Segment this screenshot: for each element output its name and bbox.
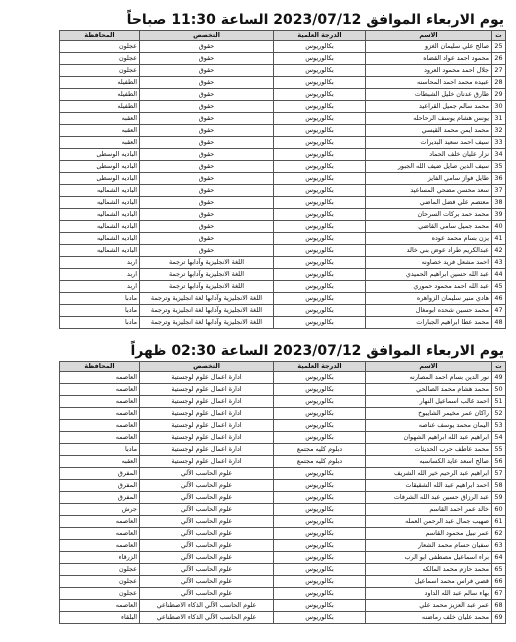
table-row <box>60 588 506 600</box>
table-row <box>60 396 506 408</box>
header-num: ت <box>492 31 506 41</box>
table-row <box>60 564 506 576</box>
cell-num: 30 <box>492 101 506 113</box>
cell-governorate: مادبا <box>60 293 140 305</box>
cell-degree: بكالوريوس <box>274 245 366 257</box>
cell-name: نزار عليان خلف الحماد <box>366 149 492 161</box>
cell-degree: بكالوريوس <box>274 372 366 384</box>
cell-num: 50 <box>492 384 506 396</box>
cell-specialty: علوم الحاسب الآلي <box>140 588 274 600</box>
cell-num: 58 <box>492 480 506 492</box>
cell-degree: بكالوريوس <box>274 137 366 149</box>
header-specialty: التخصص <box>140 362 274 372</box>
cell-num: 61 <box>492 516 506 528</box>
table-row <box>60 293 506 305</box>
cell-num: 47 <box>492 305 506 317</box>
cell-governorate: العقبه <box>60 125 140 137</box>
cell-governorate: عجلون <box>60 564 140 576</box>
cell-governorate: الباديه الشماليه <box>60 209 140 221</box>
session-2-title: يوم الاربعاء الموافق 2023/07/12 الساعة 02:30 ظهراً <box>130 343 504 359</box>
cell-degree: بكالوريوس <box>274 504 366 516</box>
cell-specialty: اللغة الانجليزية وآدابها لغة انجليزية وترجمة <box>140 305 274 317</box>
table-row <box>60 492 506 504</box>
cell-specialty: ادارة اعمال علوم لوجستية <box>140 408 274 420</box>
header-governorate: المحافظة <box>60 362 140 372</box>
cell-governorate: الباديه الشماليه <box>60 233 140 245</box>
cell-num: 41 <box>492 233 506 245</box>
table-row <box>60 540 506 552</box>
cell-num: 57 <box>492 468 506 480</box>
cell-specialty: علوم الحاسب الآلي <box>140 516 274 528</box>
cell-name: محمد هشام محمد الصالحي <box>366 384 492 396</box>
header-name: الاسم <box>366 362 492 372</box>
cell-num: 28 <box>492 77 506 89</box>
cell-governorate: العاصمه <box>60 396 140 408</box>
cell-name: محمود احمد عواد القضاه <box>366 53 492 65</box>
cell-governorate: العاصمه <box>60 384 140 396</box>
cell-specialty: اللغة الانجليزية وآدابها لغة انجليزية وترجمة <box>140 317 274 329</box>
cell-degree: بكالوريوس <box>274 576 366 588</box>
cell-degree: بكالوريوس <box>274 516 366 528</box>
cell-num: 60 <box>492 504 506 516</box>
cell-name: براء اسماعيل مصطفى ابو الرب <box>366 552 492 564</box>
cell-degree: بكالوريوس <box>274 317 366 329</box>
table-row <box>60 468 506 480</box>
cell-num: 53 <box>492 420 506 432</box>
cell-name: محمد حسين شحده ابومغال <box>366 305 492 317</box>
cell-specialty: علوم الحاسب الآلي <box>140 540 274 552</box>
cell-degree: بكالوريوس <box>274 528 366 540</box>
table-row <box>60 41 506 53</box>
cell-num: 26 <box>492 53 506 65</box>
cell-num: 66 <box>492 576 506 588</box>
cell-degree: بكالوريوس <box>274 305 366 317</box>
table-row <box>60 305 506 317</box>
cell-num: 51 <box>492 396 506 408</box>
cell-name: يزن بسام محمد عوده <box>366 233 492 245</box>
cell-num: 49 <box>492 372 506 384</box>
cell-degree: بكالوريوس <box>274 552 366 564</box>
cell-num: 69 <box>492 612 506 624</box>
cell-name: هادي منير سليمان الزواهره <box>366 293 492 305</box>
cell-governorate: العاصمه <box>60 600 140 612</box>
cell-name: خالد عمر احمد القاسم <box>366 504 492 516</box>
header-degree: الدرجة العلمية <box>274 31 366 41</box>
cell-num: 54 <box>492 432 506 444</box>
cell-name: محمد سالم جميل القراعيد <box>366 101 492 113</box>
cell-name: طارق عدنان خليل الشبطات <box>366 89 492 101</box>
table-row <box>60 281 506 293</box>
cell-degree: بكالوريوس <box>274 564 366 576</box>
cell-governorate: مادبا <box>60 305 140 317</box>
cell-governorate: الباديه الوسطى <box>60 173 140 185</box>
cell-governorate: الطفيله <box>60 77 140 89</box>
cell-governorate: عجلون <box>60 588 140 600</box>
cell-governorate: مادبا <box>60 317 140 329</box>
cell-name: اليمان محمد يوسف عناصه <box>366 420 492 432</box>
cell-num: 43 <box>492 257 506 269</box>
cell-specialty: حقوق <box>140 161 274 173</box>
cell-name: صالح اسعد عايد الكساسبه <box>366 456 492 468</box>
cell-governorate: المفرق <box>60 480 140 492</box>
cell-governorate: عجلون <box>60 41 140 53</box>
cell-specialty: حقوق <box>140 65 274 77</box>
header-degree: الدرجة العلمية <box>274 362 366 372</box>
cell-governorate: الباديه الشماليه <box>60 197 140 209</box>
cell-degree: بكالوريوس <box>274 396 366 408</box>
cell-num: 35 <box>492 161 506 173</box>
cell-name: عبيده محمد احمد المحاسنه <box>366 77 492 89</box>
cell-governorate: العقبه <box>60 113 140 125</box>
cell-governorate: الباديه الشماليه <box>60 245 140 257</box>
cell-name: عبدالكريم طراد عوض بني خالد <box>366 245 492 257</box>
cell-specialty: علوم الحاسب الآلي <box>140 576 274 588</box>
cell-name: نور الدين بسام احمد المصارنه <box>366 372 492 384</box>
cell-name: عبد الله حسين ابراهيم الحميدي <box>366 269 492 281</box>
cell-specialty: حقوق <box>140 53 274 65</box>
cell-governorate: العاصمه <box>60 516 140 528</box>
session-1-rows <box>60 41 506 329</box>
cell-governorate: الباديه الوسطى <box>60 161 140 173</box>
table-row <box>60 576 506 588</box>
table-row <box>60 65 506 77</box>
cell-governorate: اربد <box>60 269 140 281</box>
cell-name: ابراهيم عبد الله ابراهيم الشهوان <box>366 432 492 444</box>
cell-name: عمر نبيل محمود القاسم <box>366 528 492 540</box>
cell-governorate: العاصمه <box>60 372 140 384</box>
cell-name: عمر عبد العزيز محمد علي <box>366 600 492 612</box>
cell-specialty: اللغة الانجليزية وآدابها ترجمة <box>140 257 274 269</box>
table-row <box>60 161 506 173</box>
cell-specialty: علوم الحاسب الآلي الذكاء الاصطناعي <box>140 600 274 612</box>
table-row <box>60 197 506 209</box>
cell-num: 55 <box>492 444 506 456</box>
cell-num: 37 <box>492 185 506 197</box>
cell-name: محمد ايمن محمد القيسي <box>366 125 492 137</box>
cell-num: 27 <box>492 65 506 77</box>
cell-num: 67 <box>492 588 506 600</box>
table-row <box>60 516 506 528</box>
cell-degree: بكالوريوس <box>274 600 366 612</box>
cell-num: 45 <box>492 281 506 293</box>
cell-governorate: عجلون <box>60 576 140 588</box>
table-row <box>60 444 506 456</box>
header-specialty: التخصص <box>140 31 274 41</box>
cell-num: 40 <box>492 221 506 233</box>
cell-degree: بكالوريوس <box>274 125 366 137</box>
cell-degree: بكالوريوس <box>274 269 366 281</box>
cell-degree: بكالوريوس <box>274 384 366 396</box>
cell-specialty: حقوق <box>140 89 274 101</box>
cell-num: 31 <box>492 113 506 125</box>
cell-name: محمد عليان خلف رماضنه <box>366 612 492 624</box>
cell-name: صالح علي سليمان الغزو <box>366 41 492 53</box>
cell-name: سفيان حسام محمد الشعار <box>366 540 492 552</box>
cell-degree: بكالوريوس <box>274 53 366 65</box>
cell-degree: بكالوريوس <box>274 293 366 305</box>
cell-specialty: ادارة اعمال علوم لوجستية <box>140 456 274 468</box>
session-1-title: يوم الاربعاء الموافق 2023/07/12 الساعة 11:30 صباحاً <box>126 12 504 28</box>
cell-degree: بكالوريوس <box>274 408 366 420</box>
table-row <box>60 612 506 624</box>
cell-governorate: الزرقاء <box>60 552 140 564</box>
cell-specialty: ادارة اعمال علوم لوجستية <box>140 432 274 444</box>
cell-specialty: علوم الحاسب الآلي <box>140 528 274 540</box>
cell-specialty: ادارة اعمال علوم لوجستية <box>140 396 274 408</box>
cell-specialty: حقوق <box>140 77 274 89</box>
cell-name: احمد غالب اسماعيل النهار <box>366 396 492 408</box>
table-row <box>60 257 506 269</box>
cell-specialty: ادارة اعمال علوم لوجستية <box>140 384 274 396</box>
cell-governorate: العاصمه <box>60 420 140 432</box>
cell-degree: بكالوريوس <box>274 588 366 600</box>
cell-specialty: علوم الحاسب الآلي <box>140 552 274 564</box>
cell-name: جلال احمد محمود العرود <box>366 65 492 77</box>
cell-num: 48 <box>492 317 506 329</box>
table-row <box>60 101 506 113</box>
session-1-table <box>59 30 506 329</box>
table-row <box>60 504 506 516</box>
cell-num: 38 <box>492 197 506 209</box>
header-num: ت <box>492 362 506 372</box>
cell-governorate: عجلون <box>60 65 140 77</box>
table-row <box>60 420 506 432</box>
session-2-rows <box>60 372 506 624</box>
cell-num: 59 <box>492 492 506 504</box>
cell-governorate: الباديه الوسطى <box>60 149 140 161</box>
cell-governorate: العقبه <box>60 456 140 468</box>
cell-degree: بكالوريوس <box>274 221 366 233</box>
cell-specialty: اللغة الانجليزية وآدابها لغة انجليزية وترجمة <box>140 293 274 305</box>
cell-num: 39 <box>492 209 506 221</box>
cell-num: 34 <box>492 149 506 161</box>
table-header-row <box>60 362 506 372</box>
header-governorate: المحافظة <box>60 31 140 41</box>
cell-specialty: ادارة اعمال علوم لوجستية <box>140 444 274 456</box>
document-page <box>60 0 506 624</box>
cell-governorate: الباديه الشماليه <box>60 221 140 233</box>
cell-specialty: حقوق <box>140 101 274 113</box>
cell-degree: بكالوريوس <box>274 233 366 245</box>
table-row <box>60 432 506 444</box>
cell-degree: بكالوريوس <box>274 468 366 480</box>
cell-specialty: علوم الحاسب الآلي <box>140 492 274 504</box>
cell-num: 44 <box>492 269 506 281</box>
cell-num: 32 <box>492 125 506 137</box>
cell-num: 65 <box>492 564 506 576</box>
cell-degree: بكالوريوس <box>274 432 366 444</box>
cell-degree: بكالوريوس <box>274 612 366 624</box>
cell-specialty: حقوق <box>140 149 274 161</box>
table-row <box>60 528 506 540</box>
table-row <box>60 317 506 329</box>
table-row <box>60 149 506 161</box>
cell-degree: بكالوريوس <box>274 89 366 101</box>
cell-specialty: حقوق <box>140 197 274 209</box>
cell-specialty: علوم الحاسب الآلي الذكاء الاصطناعي <box>140 612 274 624</box>
cell-name: سيف الدين صايل ضيف الله الجبور <box>366 161 492 173</box>
table-row <box>60 89 506 101</box>
cell-degree: دبلوم كليه مجتمع <box>274 444 366 456</box>
table-row <box>60 233 506 245</box>
cell-degree: بكالوريوس <box>274 41 366 53</box>
cell-specialty: علوم الحاسب الآلي <box>140 564 274 576</box>
cell-degree: بكالوريوس <box>274 492 366 504</box>
cell-specialty: حقوق <box>140 125 274 137</box>
table-row <box>60 480 506 492</box>
cell-degree: بكالوريوس <box>274 209 366 221</box>
table-row <box>60 456 506 468</box>
cell-name: بهاء سالم عبد الله الداود <box>366 588 492 600</box>
cell-governorate: الطفيله <box>60 89 140 101</box>
cell-governorate: الطفيله <box>60 101 140 113</box>
cell-specialty: اللغة الانجليزية وآدابها ترجمة <box>140 269 274 281</box>
cell-degree: بكالوريوس <box>274 161 366 173</box>
table-header-row <box>60 31 506 41</box>
table-row <box>60 77 506 89</box>
table-row <box>60 137 506 149</box>
cell-name: محمد عطا ابراهيم الجبارات <box>366 317 492 329</box>
table-row <box>60 372 506 384</box>
cell-governorate: مادبا <box>60 444 140 456</box>
table-row <box>60 221 506 233</box>
cell-degree: بكالوريوس <box>274 540 366 552</box>
cell-specialty: حقوق <box>140 185 274 197</box>
cell-name: محمد عاطف حرب الحديثات <box>366 444 492 456</box>
cell-num: 68 <box>492 600 506 612</box>
cell-num: 64 <box>492 552 506 564</box>
cell-name: معتصم علي فضل الماضي <box>366 197 492 209</box>
session-2-table <box>59 361 506 624</box>
cell-degree: بكالوريوس <box>274 281 366 293</box>
cell-name: احمد مشعل فريد خصاونه <box>366 257 492 269</box>
cell-num: 29 <box>492 89 506 101</box>
cell-name: يونس هشام يوسف الرحاحله <box>366 113 492 125</box>
cell-num: 36 <box>492 173 506 185</box>
table-row <box>60 125 506 137</box>
cell-degree: بكالوريوس <box>274 173 366 185</box>
cell-num: 56 <box>492 456 506 468</box>
cell-governorate: العاصمه <box>60 528 140 540</box>
cell-degree: بكالوريوس <box>274 149 366 161</box>
cell-name: عبد الله احمد محمود حموري <box>366 281 492 293</box>
cell-num: 63 <box>492 540 506 552</box>
table-row <box>60 173 506 185</box>
cell-specialty: حقوق <box>140 245 274 257</box>
cell-specialty: علوم الحاسب الآلي <box>140 504 274 516</box>
table-row <box>60 600 506 612</box>
cell-governorate: العاصمه <box>60 408 140 420</box>
cell-governorate: البلقاء <box>60 612 140 624</box>
table-row <box>60 245 506 257</box>
cell-num: 33 <box>492 137 506 149</box>
cell-degree: بكالوريوس <box>274 101 366 113</box>
table-row <box>60 552 506 564</box>
cell-name: محمد حمد بركات السرحان <box>366 209 492 221</box>
cell-specialty: علوم الحاسب الآلي <box>140 480 274 492</box>
cell-governorate: العقبه <box>60 137 140 149</box>
table-row <box>60 53 506 65</box>
cell-governorate: جرش <box>60 504 140 516</box>
cell-degree: بكالوريوس <box>274 77 366 89</box>
cell-specialty: حقوق <box>140 209 274 221</box>
cell-name: صهيب جمال عبد الرحمن العمله <box>366 516 492 528</box>
table-row <box>60 113 506 125</box>
cell-specialty: علوم الحاسب الآلي <box>140 468 274 480</box>
table-row <box>60 209 506 221</box>
cell-degree: بكالوريوس <box>274 113 366 125</box>
cell-specialty: ادارة اعمال علوم لوجستية <box>140 420 274 432</box>
cell-specialty: ادارة اعمال علوم لوجستية <box>140 372 274 384</box>
cell-name: محمد حازم محمد المالكه <box>366 564 492 576</box>
cell-governorate: عجلون <box>60 53 140 65</box>
cell-num: 52 <box>492 408 506 420</box>
cell-governorate: العاصمه <box>60 540 140 552</box>
cell-num: 25 <box>492 41 506 53</box>
cell-name: سعد محسن مضحي المساعيد <box>366 185 492 197</box>
cell-degree: بكالوريوس <box>274 65 366 77</box>
cell-governorate: المفرق <box>60 468 140 480</box>
cell-specialty: حقوق <box>140 233 274 245</box>
cell-name: قصي فراس محمد اسماعيل <box>366 576 492 588</box>
cell-governorate: الباديه الشماليه <box>60 185 140 197</box>
cell-num: 62 <box>492 528 506 540</box>
cell-specialty: حقوق <box>140 41 274 53</box>
cell-specialty: حقوق <box>140 113 274 125</box>
cell-degree: بكالوريوس <box>274 257 366 269</box>
cell-name: سيف احمد سعيد البديرات <box>366 137 492 149</box>
cell-specialty: حقوق <box>140 221 274 233</box>
cell-degree: دبلوم كليه مجتمع <box>274 456 366 468</box>
cell-num: 46 <box>492 293 506 305</box>
table-row <box>60 408 506 420</box>
cell-name: عبد الرزاق حسين عبد الله الشرفات <box>366 492 492 504</box>
cell-name: ابراهيم عبد الرحيم خير الله الشريف <box>366 468 492 480</box>
table-row <box>60 384 506 396</box>
table-row <box>60 269 506 281</box>
cell-name: راكان عمر مخيمر الشايبوخ <box>366 408 492 420</box>
cell-degree: بكالوريوس <box>274 185 366 197</box>
cell-degree: بكالوريوس <box>274 420 366 432</box>
cell-degree: بكالوريوس <box>274 480 366 492</box>
cell-degree: بكالوريوس <box>274 197 366 209</box>
cell-governorate: اربد <box>60 257 140 269</box>
cell-name: طايل فواز سامي الفايز <box>366 173 492 185</box>
table-row <box>60 185 506 197</box>
cell-governorate: المفرق <box>60 492 140 504</box>
cell-specialty: اللغة الانجليزية وآدابها ترجمة <box>140 281 274 293</box>
cell-specialty: حقوق <box>140 173 274 185</box>
cell-governorate: العاصمه <box>60 432 140 444</box>
header-name: الاسم <box>366 31 492 41</box>
cell-governorate: اربد <box>60 281 140 293</box>
cell-name: محمد جميل سامي القاضي <box>366 221 492 233</box>
cell-name: احمد ابراهيم عبد الله الشقيقات <box>366 480 492 492</box>
cell-specialty: حقوق <box>140 137 274 149</box>
cell-num: 42 <box>492 245 506 257</box>
